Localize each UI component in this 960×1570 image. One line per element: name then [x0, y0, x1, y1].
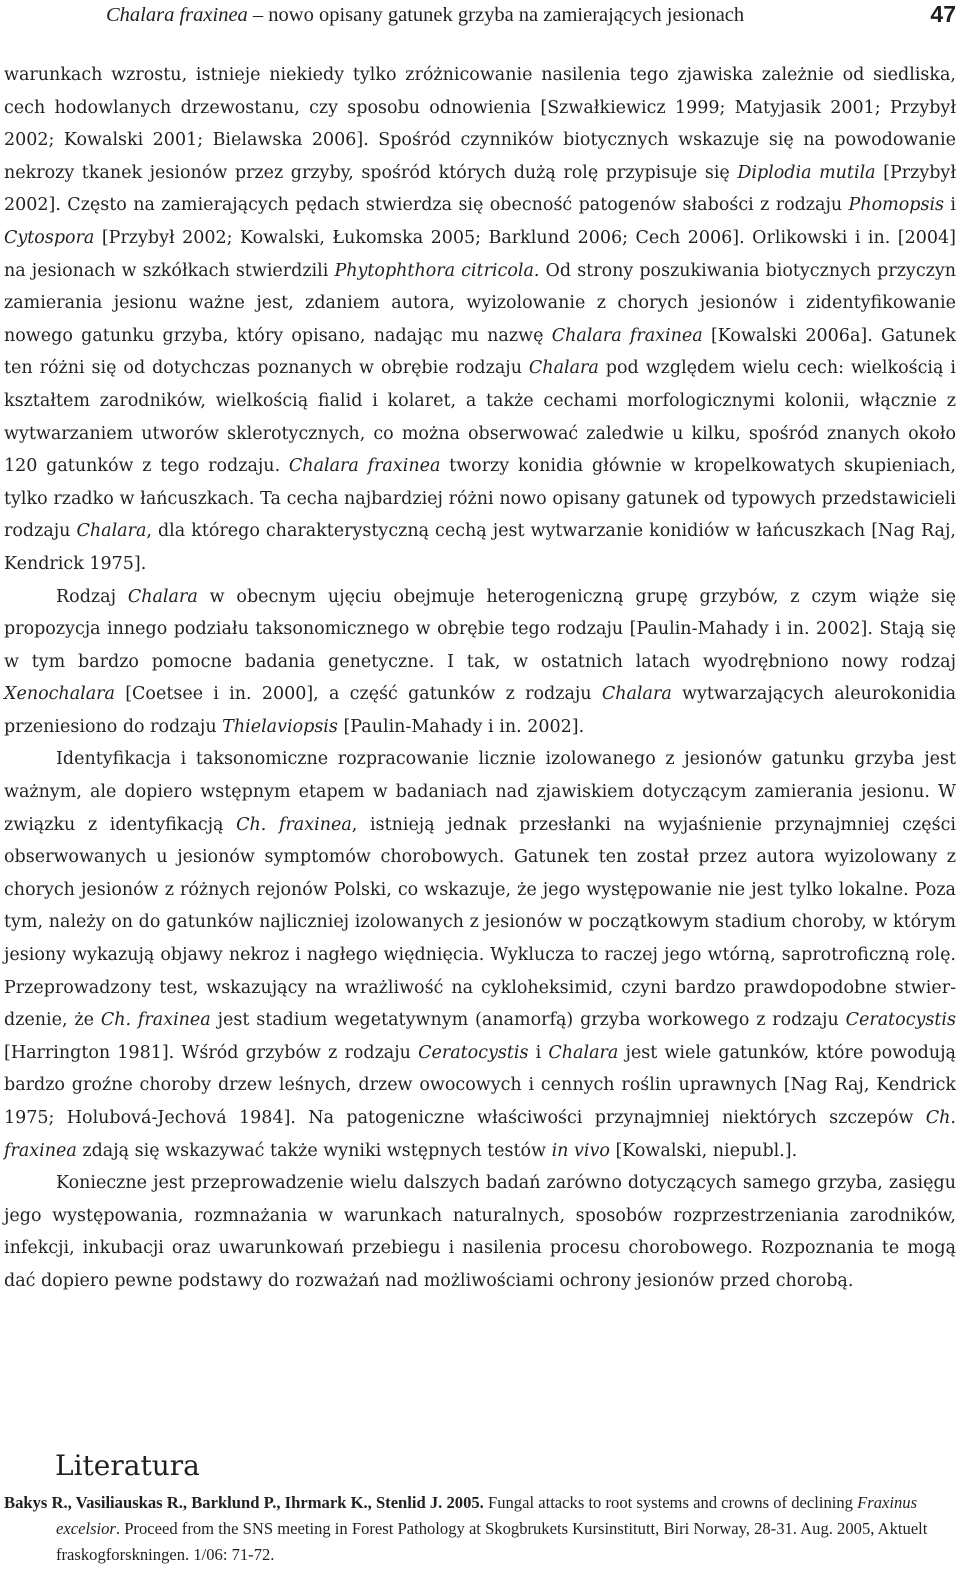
running-title [106, 0, 744, 30]
text-run: [Kowalski, niepubl.]. [609, 1140, 798, 1161]
text-run: jest wiele gatunków, które powodują bardzo groźne choroby drzew leśnych, drzew owocowych i cennych roślin uprawnych [Nag Raj, Kendrick 1975; Holubová-Jechová 1984]. Na patogeniczne właściwości przynajmniej niektórych szczepów [4, 1042, 956, 1128]
text-run: warunkach wzrostu, istnieje niekiedy tylko zróżnicowanie nasilenia tego zjawiska zależnie od siedliska, cech hodowlanych drzewostanu, czy sposobu odnowienia [Szwałkiewicz 1999; Matyjasik 2001; Przybył 2002; Kowalski 2001; Bielawska 2006]. Spośród czynników biotycznych wskazuje się na powodowanie nekrozy tkanek jesionów przez grzyby, spośród których dużą rolę przypisuje się [4, 65, 956, 183]
italic-text-run: Thielaviopsis [222, 716, 338, 737]
text-run: wytwarzających aleurokonidia przeniesiono do rodzaju [4, 684, 957, 737]
italic-text-run: Fraxinus excelsior [56, 1493, 918, 1539]
reference-entry [4, 1490, 956, 1569]
text-run: Identyfikacja i taksonomiczne rozpracowanie licznie izolowanego z jesionów gatunku grzyba jest ważnym, ale dopiero wstępnym etapem w badaniach nad zjawiskiem dotyczącym zamierania jesionu. W związku z identyfikacją [4, 749, 956, 835]
italic-text-run: Cytospora [4, 227, 95, 248]
paragraph [4, 1167, 956, 1297]
bold-text-run: Bakys R., Vasiliauskas R., Barklund P., Ihrmark K., Stenlid J. 2005. [4, 1493, 484, 1512]
running-title-rest: – nowo opisany gatunek grzyba na zamierających jesionach [247, 4, 745, 26]
text-run: zdają się wskazywać także wyniki wstępnych testów [76, 1140, 552, 1161]
reference-list [4, 1490, 956, 1569]
italic-text-run: Chalara [76, 521, 147, 542]
text-run: . Od strony poszukiwania biotycznych przyczyn zamierania jesionu ważne jest, zdaniem autora, wyizolowanie z chorych jesionów i zidentyfikowanie nowego gatunku grzyba, który opisano, nadając mu nazwę [4, 260, 956, 346]
italic-text-run: Ceratocystis [845, 1010, 956, 1031]
italic-text-run: Chalara [548, 1042, 619, 1063]
italic-text-run: Xenochalara [4, 684, 115, 705]
italic-text-run: Diplodia mutila [737, 162, 876, 183]
italic-text-run: Chalara fraxinea [288, 456, 441, 477]
page-number: 47 [930, 1, 956, 27]
paragraph [4, 743, 956, 1167]
text-run: tworzy konidia głównie w kropelkowatych skupieniach, tylko rzadko w łańcuszkach. Ta cecha najbardziej różni nowo opisany gatunek od typowych przedstawicieli rodzaju [4, 456, 956, 542]
italic-text-run: Chalara [601, 684, 672, 705]
italic-text-run: Phytophthora citricola [334, 260, 534, 281]
paragraph [4, 581, 956, 744]
text-run: Konieczne jest przeprowadzenie wielu dalszych badań zarówno dotyczących samego grzyba, zasięgu jego występowania, rozmnażania w warunkach naturalnych, sposobów rozprzestrzeniania zarodników, infekcji, inkubacji oraz uwarunkowań przebiegu i nasilenia procesu chorobowego. Rozpoznania te mogą dać dopiero pewne podstawy do rozważań nad możliwościami ochrony jesionów przed chorobą. [4, 1173, 956, 1291]
italic-text-run: Ceratocystis [418, 1042, 529, 1063]
text-run: [Coetsee i in. 2000], a część gatunków z rodzaju [114, 684, 602, 705]
text-run: pod względem wielu cech: wielkością i kształtem zarodników, wielkością fialid i kolaret, a także cechami morfologicznymi kolonii, włącznie z wytwarzaniem utworów sklerotycznych, co można obserwować zaledwie u kilku, spośród znanych około 120 gatunków z tego rodzaju. [4, 358, 956, 477]
italic-text-run: Phomopsis [848, 195, 945, 216]
running-header [0, 0, 960, 34]
text-run: w obecnym ujęciu obejmuje heterogeniczną grupę grzybów, z czym wiąże się propozycja innego podziału taksonomicznego w obrębie tego rodzaju [Paulin-Mahady i in. 2002]. Stają się w tym bardzo pomocne badania genetyczne. I tak, w ostatnich latach wyodrębniono nowy rodzaj [4, 586, 956, 672]
text-run: [Przybył 2002]. Często na zamierających pędach stwierdza się obecność patogenów słabości z rodzaju [4, 162, 956, 216]
text-run: , istnieją jednak przesłanki na wyjaśnienie przynajmniej części obserwowanych u jesionów symptomów chorobowych. Gatunek ten został przez autora wyizolowany z chorych jesionów z różnych rejonów Polski, co wskazuje, że jego występowanie nie jest tylko lokalne. Poza tym, należy on do gatunków najliczniej izolowanych z jesionów w początkowym stadium choroby, w którym jesiony wykazują objawy nekroz i nagłego więdnięcia. Wyklucza to raczej jego wtórną, saprotroficzną rolę. Przeprowadzony test, wskazujący na wrażliwość na cykloheksimid, czyni bardzo prawdopodobne stwierdzenie, że [4, 814, 957, 1031]
text-run: , dla którego charakterystyczną cechą jest wytwarzanie konidiów w łańcuszkach [Nag Raj, Kendrick 1975]. [4, 521, 956, 574]
article-body [4, 59, 956, 1298]
italic-text-run: Ch. fraxinea [100, 1010, 211, 1031]
text-run: jest stadium wegetatywnym (anamorfą) grzyba workowego z rodzaju [210, 1010, 846, 1031]
paragraph [4, 59, 956, 581]
italic-text-run: Chalara fraxinea [551, 325, 703, 346]
italic-text-run: Chalara [127, 586, 198, 607]
text-run: Rodzaj [56, 586, 128, 607]
text-run: Fungal attacks to root systems and crowns of declining [483, 1493, 858, 1512]
literature-heading: Literatura [55, 1449, 200, 1482]
text-run: i [528, 1042, 549, 1063]
text-run: [Przybył 2002; Kowalski, Łukomska 2005; Barklund 2006; Cech 2006]. Orlikowski i in. [2004] na jesionach w szkółkach stwierdzili [4, 227, 956, 281]
italic-text-run: Ch. fraxinea [4, 1108, 956, 1161]
text-run: . Proceed from the SNS meeting in Forest Pathology at Skogbrukets Kursinstitutt, Biri Norway, 28-31. Aug. 2005, Aktuelt fraskogforskningen. 1/06: 71-72. [56, 1519, 928, 1565]
text-run: [Harrington 1981]. Wśród grzybów z rodzaju [4, 1042, 419, 1063]
italic-text-run: Ch. fraxinea [236, 814, 352, 835]
italic-text-run: in vivo [551, 1140, 610, 1161]
text-run: i [944, 195, 957, 216]
text-run: [Kowalski 2006a]. Gatunek ten różni się od dotychczas poznanych w obrębie rodzaju [4, 325, 956, 379]
running-title-species: Chalara fraxinea [106, 4, 248, 26]
text-run: [Paulin-Mahady i in. 2002]. [337, 716, 585, 737]
italic-text-run: Chalara [528, 358, 599, 379]
